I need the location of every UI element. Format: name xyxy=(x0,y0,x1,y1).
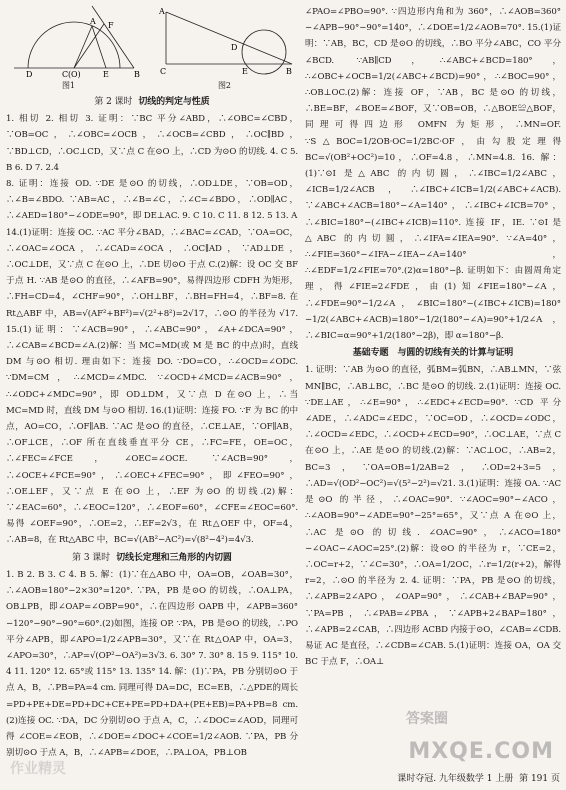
answers-block-2: 8. 证明：连接 OD. ∵DE 是⊙O 的切线，∴OD⊥DE，∵OB=OD，∴∠B=∠BDO. ∵AB=AC，∴∠B=∠C，∴∠C=∠BDO，∴OD∥AC，∴∠AED=180°−∠ODE=90°，即 DE⊥AC. 9. C 10. C 11. 8 12. 5 13. A xyxy=(6,179,298,222)
fig1-label-co: C(O) xyxy=(62,70,81,79)
fig1-label-f: F xyxy=(108,21,114,30)
fig2-label-d: D xyxy=(231,43,238,52)
section-label: 基础专题 xyxy=(352,348,389,359)
fig2-label-a: A xyxy=(159,7,165,16)
book-title: 课时夺冠. 九年级数学 1 上册 xyxy=(397,774,514,784)
answers-block-3: 14.(1)证明：连接 OC. ∵AC 平分∠BAD，∴∠BAC=∠CAD，∵OA=OC，∴∠OAC=∠OCA，∴∠CAD=∠OCA，∴OC∥AD，∵AD⊥DE，∴OC⊥DE，又∵点 C 在⊙O 上，∴DE 切⊙O 于点 C.(2)解：设 OC 交 BF 于点 H. ∵AB 是⊙O 的直径，∴∠AFB=90°，易得四边形 CDFH 为矩形，∴FH=CD=4，∠CHF=90°，∴OH⊥BF，∴BH=FH=4，∴BF=8. 在 Rt△ABF 中，AB=√(AF²+BF²)=√(2²+8²)=2√17，∴⊙O 的半径为 √17. 15.(1)证明：∵∠ACB=90°，∴∠ABC=90°，∠A+∠DCA=90°，∴∠CAB=∠BCD=∠A.(2)解：当 MC=MD(或 M 是 BC 的中点)时，直线 DM 与⊙O 相切. 理由如下：连接 DO. ∵DO=CO，∴∠OCD=∠ODC. ∵DM=CM，∴∠MCD=∠MDC. ∵∠OCD+∠MCD=∠ACB=90°，∴∠ODC+∠MDC=90°，即 OD⊥DM，又∵点 D 在⊙O 上，∴当 MC=MD 时，直线 DM 与⊙O 相切. 16.(1)证明：连接 FO. ∵F 为 BC 的中点，AO=CO，∴OF∥AB. ∵AC 是⊙O 的直径，∴CE⊥AE，∵OF∥AB，∴OF⊥CE，∴OF 所在直线垂直平分 CE，∴FC=FE，OE=OC，∴∠FEC=∠FCE，∠OEC=∠OCE. ∵∠ACB=90°，∴∠OCE+∠FCE=90°，∴∠OEC+∠FEC=90°，即∠FEO=90°，∴OE⊥EF，又∵点 E 在⊙O 上，∴EF 为⊙O 的切线.(2)解：∵∠EAC=60°，∴∠EOC=120°，∴∠EOF=60°，∠CFE=∠EOC=60°. 易得 ∠OEF=90°，∴OE=2，∴EF=2√3，在 Rt△OEF 中，OF=4，∴AB=8，在 Rt△ABC 中，BC=√(AB²−AC²)=√(8²−4²)=4√3. xyxy=(6,227,298,546)
page-number: 第 191 页 xyxy=(519,774,560,784)
fig2-label-e: E xyxy=(242,67,248,76)
fig1-label-d: D xyxy=(26,70,33,79)
figures-row xyxy=(6,4,298,92)
section-title-special-topic xyxy=(305,345,561,361)
fig2-label-c: C xyxy=(160,67,167,76)
watermark-site: MXQE.COM xyxy=(408,739,554,764)
geometry-figures xyxy=(6,4,298,92)
watermark-left: 作业精灵 xyxy=(10,761,66,777)
fig1-label-e: E xyxy=(103,70,109,79)
answers-block-1: 1. 相切 2. 相切 3. 证明：∵BC 平分∠ABD，∴∠OBC=∠CBD，∵OB=OC，∴∠OBC=∠OCB，∴∠OCB=∠CBD，∴OC∥BD，∵BD⊥CD，∴OC⊥CD，又∵点 C 在⊙O 上，∴CD 为⊙O 的切线. 4. C 5. B 6. D 7. 2.4 xyxy=(6,114,298,173)
watermark-cn: 答案圈 xyxy=(406,711,448,727)
figure-2 xyxy=(166,12,292,74)
right-column xyxy=(305,4,561,670)
fig1-label-b: B xyxy=(134,70,140,79)
section-topic: 切线的判定与性质 xyxy=(138,97,210,107)
section-title-tangent-length xyxy=(6,550,298,566)
page-footer xyxy=(6,771,560,784)
answers-block-6: 1. 证明：∵AB 为⊙O 的直径，弧BM=弧BN，∴AB⊥MN，∵弦 MN∥BC，∴AB⊥BC，∴BC 是⊙O 的切线. 2.(1)证明：连接 OC. ∵DE⊥AE，∴∠E=90°，∴∠EDC+∠ECD=90°. ∵CD 平分∠ADE，∴∠ADC=∠EDC，∵OC=OD，∴∠OCD=∠ODC，∴∠OCD=∠EDC，∴∠OCD+∠ECD=90°，∴OC⊥AE，∵点 C 在⊙O 上，∴AE 是⊙O 的切线.(2)解：∵AC⊥OC，∴AB=2，BC=3，∵OA=OB=1/2AB=2，∴OD=2+3=5，∴AD=√(OD²−OC²)=√(5²−2²)=√21. 3.(1)证明：连接 OA. ∵AC 是⊙O 的半径，∴∠OAC=90°. ∵∠AOC=90°−∠ACO，∴∠AOB=90°−∠ADE=90°−25°=65°，又∵点 A 在⊙O 上，∴AC 是⊙O 的切线. ∠OAC=90°，∴∠ACO=180°−∠OAC−∠AOC=25°.(2)解：设⊙O 的半径为 r，∵CE=2，∴OC=r+2，∵∠C=30°，∴OA=1/2OC，∴r=1/2(r+2)，解得 r=2，∴⊙O 的半径为 2. 4. 证明：∵PA，PB 是⊙O 的切线，∴∠APB=2∠APO，∠OAP=90°，∴∠CAB+∠BAP=90°，∵PA=PB，∴∠PAB=∠PBA，∵∠APB+2∠BAP=180°，∴∠APB=2∠CAB，∴四边形 ACBD 内接于⊙O，∠CAB=∠CDB. 易证 AC 是直径，∴∠CDB=∠CAB. 5.(1)证明：连接 OA，OA 交 BC 于点 F，∴OA⊥ xyxy=(305,365,561,668)
section-lesson: 第 3 课时 xyxy=(72,552,111,563)
fig2-caption: 图2 xyxy=(218,81,231,90)
fig1-caption: 图1 xyxy=(62,81,75,90)
section-lesson: 第 2 课时 xyxy=(94,97,133,107)
section-topic: 与圆的切线有关的计算与证明 xyxy=(397,348,514,359)
answers-block-5: ∠PAO=∠PBO=90°. ∵四边形内角和为 360°，∴∠AOB=360°−∠APB−90°−90°=140°，∴∠DOE=1/2∠AOB=70°. 15.(1)证明：∵AB，BC，CD 是⊙O 的切线，∴BO 平分∠ABC，CO 平分∠BCD. ∵AB∥CD，∴∠ABC+∠BCD=180°，∴∠OBC+∠OCB=1/2(∠ABC+∠BCD)=90°，∴∠BOC=90°，∴OB⊥OC.(2)解：连接 OF，∵AB，BC 是⊙O 的切线，∴BE=BF，∠BOE=∠BOF，又∵OB=OB，∴△BOE≌△BOF，同理可得四边形 OMFN 为矩形，∴MN=OF. ∵S△BOC=1/2OB·OC=1/2BC·OF，由勾股定理得 BC=√(OB²+OC²)=10，∴OF=4.8，∴MN=4.8. 16. 解：(1)∵⊙I 是△ABC 的内切圆，∴∠IBC=1/2∠ABC，∠ICB=1/2∠ACB，∴∠IBC+∠ICB=1/2(∠ABC+∠ACB). ∵∠ABC+∠ACB=180°−∠A=140°，∴∠IBC+∠ICB=70°，∴∠BIC=180°−(∠IBC+∠ICB)=110°. 连接 IF，IE. ∵⊙I 是△ABC 的内切圆，∴∠IFA=∠IEA=90°. ∵∠A=40°，∴∠FIE=360°−∠IFA−∠IEA−∠A=140°，∴∠EDF=1/2∠FIE=70°.(2)α=180°−β. 证明如下：由圆周角定理，得∠FIE=2∠FDE，由(1)知∠FIE=180°−∠A，∴∠FDE=90°−1/2∠A，∠BIC=180°−(∠IBC+∠ICB)=180°−1/2(∠ABC+∠ACB)=180°−1/2(180°−∠A)=90°+1/2∠A，∴∠BIC=α=90°+1/2(180°−2β)，即 α=180°−β. xyxy=(305,7,561,342)
fig1-label-a: A xyxy=(90,17,96,26)
section-title-tangent-criteria xyxy=(6,94,298,110)
fig2-label-b: B xyxy=(286,67,292,76)
figure-1 xyxy=(14,6,134,68)
section-topic: 切线长定理和三角形的内切圆 xyxy=(116,552,232,563)
left-column xyxy=(6,4,298,761)
answers-block-4: 1. B 2. B 3. C 4. B 5. 解：(1)∵在△ABO 中，OA=OB，∠OAB=30°，∴∠AOB=180°−2×30°=120°. ∵PA，PB 是⊙O 的切线，∴OA⊥PA，OB⊥PB，即∠OAP=∠OBP=90°，∴在四边形 OAPB 中，∠APB=360°−120°−90°−90°=60°.(2)如图，连接 OP. ∵PA，PB 是⊙O 的切线，∴PO 平分∠APB，即∠APO=1/2∠APB=30°，又∵在 Rt△OAP 中，OA=3，∠APO=30°，∴AP=√(OP²−OA²)=3√3. 6. 30° 7. 30° 8. 15 9. 115° 10. 4 11. 120° 12. 65°或 115° 13. 135° 14. 解：(1)∵PA，PB 分别切⊙O 于点 A，B，∴PB=PA=4 cm. 同理可得 DA=DC，EC=EB，∴△PDE的周长=PD+PE+DE=PD+DC+CE+PE=PD+DA+(PE+EB)=PA+PB=8 cm.(2)连接 OC. ∵DA，DC 分别切⊙O 于点 A，C，∴∠DOC=∠AOD，同理可得 ∠COE=∠EOB，∴∠DOE=∠DOC+∠COE=1/2∠AOB. ∵PA，PB 分别切⊙O 于点 A，B，∴∠APB=∠DOE，∴PA⊥OA，PB⊥OB xyxy=(6,569,298,759)
